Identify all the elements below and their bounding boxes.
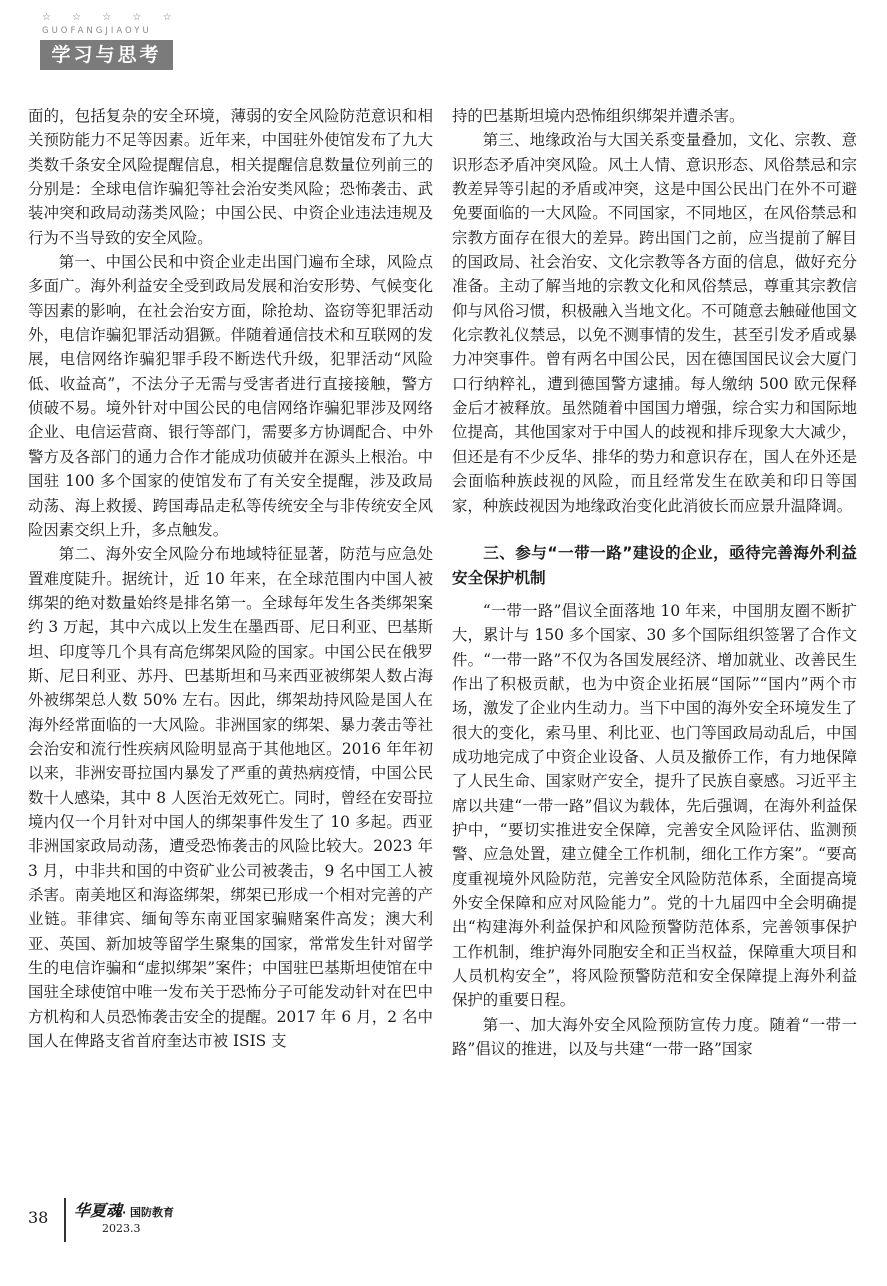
page-footer (28, 1196, 328, 1246)
paragraph: 第一、加大海外安全风险预防宣传力度。随着“一带一路”倡议的推进，以及与共建“一带一路”国家 (452, 1015, 857, 1059)
section-heading: 三、参与“一带一路”建设的企业，亟待完善海外利益安全保护机制 (452, 543, 857, 587)
paragraph: 第二、海外安全风险分布地域特征显著，防范与应急处置难度陡升。据统计，近 10 年来，在全球范围内中国人被绑架的绝对数量始终是排名第一。全球每年发生各类绑架案约 3 万起，其中六成以上发生在墨西哥、尼日利亚、巴基斯坦、印度等几个具有高危绑架风险的国家。中国公民在俄罗斯、尼日利亚、苏丹、巴基斯坦和马来西亚被绑架人数占海外被绑架总人数 50% 左右。因此，绑架劫持风险是国人在海外经常面临的一大风险。非洲国家的绑架、暴力袭击等社会治安和流行性疾病风险明显高于其他地区。2016 年年初以来，非洲安哥拉国内暴发了严重的黄热病疫情，中国公民数十人感染，其中 8 人医治无效死亡。同时，曾经在安哥拉境内仅一个月针对中国人的绑架事件发生了 10 多起。西亚非洲国家政局动荡，遭受恐怖袭击的风险比较大。2023 年 3 月，中非共和国的中资矿业公司被袭击，9 名中国工人被杀害。南美地区和海盗绑架，绑架已形成一个相对完善的产业链。菲律宾、缅甸等东南亚国家骗赌案件高发；澳大利亚、英国、新加坡等留学生聚集的国家，常常发生针对留学生的电信诈骗和“虚拟绑架”案件；中国驻巴基斯坦使馆在中国驻全球使馆中唯一发布关于恐怖分子可能发动针对在巴中方机构和人员恐怖袭击安全的提醒。2017 年 6 月，2 名中国人在俾路支省首府奎达市被 ISIS 支 (28, 545, 433, 1051)
paragraph: “一带一路”倡议全面落地 10 年来，中国朋友圈不断扩大，累计与 150 多个国家、30 多个国际组织签署了合作文件。“一带一路”不仅为各国发展经济、增加就业、改善民生作出了积极贡献，也为中资企业拓展“国际”“国内”两个市场，激发了企业内生动力。当下中国的海外安全环境发生了很大的变化，索马里、利比亚、也门等国政局动乱后，中国成功地完成了中资企业设备、人员及撤侨工作，有力地保障了人民生命、国家财产安全，提升了民族自豪感。习近平主席以共建“一带一路”倡议为载体，先后强调，在海外利益保护中，“要切实推进安全保障，完善安全风险评估、监测预警、应急处置，建立健全工作机制，细化工作方案”。“要高度重视境外风险防范，完善安全风险防范体系，全面提高境外安全保障和应对风险能力”。党的十九届四中全会明确提出“构建海外利益保护和风险预警防范体系，完善领事保护工作机制，维护海外同胞安全和正当权益，保障重大项目和人员机构安全”，将风险预警防范和安全保障提上海外利益保护的重要日程。 (452, 601, 857, 1010)
left-column (28, 104, 433, 1053)
paragraph: 第一、中国公民和中资企业走出国门遍布全球，风险点多面广。海外利益安全受到政局发展和治安形势、气候变化等因素的影响，在社会治安方面，除抢劫、盗窃等犯罪活动外，电信诈骗犯罪活动猖獗。伴随着通信技术和互联网的发展，电信网络诈骗犯罪手段不断迭代升级，犯罪活动“风险低、收益高”，不法分子无需与受害者进行直接接触，警方侦破不易。境外针对中国公民的电信网络诈骗犯罪涉及网络企业、电信运营商、银行等部门，需要多方协调配合、中外警方及各部门的通力合作才能成功侦破并在源头上根治。中国驻 100 多个国家的使馆发布了有关安全提醒，涉及政局动荡、海上救援、跨国毒品走私等传统安全与非传统安全风险因素交织上升，多点触发。 (28, 253, 433, 539)
section-badge: 学习与思考 (40, 40, 173, 70)
decorative-stars: ☆ ☆ ☆ ☆ ☆ (42, 12, 181, 23)
running-header (40, 12, 180, 72)
paragraph: 第三、地缘政治与大国关系变量叠加，文化、宗教、意识形态矛盾冲突风险。风土人情、意识形态、风俗禁忌和宗教差异等引起的矛盾或冲突，这是中国公民出门在外不可避免要面临的一大风险。不同国家，不同地区，在风俗禁忌和宗教方面存在很大的差异。跨出国门之前，应当提前了解目的国政局、社会治安、文化宗教等各方面的信息，做好充分准备。主动了解当地的宗教文化和风俗禁忌，尊重其宗教信仰与风俗习惯，积极融入当地文化。不可随意去触碰他国文化宗教礼仪禁忌，以免不测事情的发生，甚至引发矛盾或暴力冲突事件。曾有两名中国公民，因在德国国民议会大厦门口行纳粹礼，遭到德国警方逮捕。每人缴纳 500 欧元保释金后才被释放。虽然随着中国国力增强，综合实力和国际地位提高，其他国家对于中国人的歧视和排斥现象大大减少，但还是有不少反华、排华的势力和意识存在，国人在外还是会面临种族歧视的风险，而且经常发生在欧美和印日等国家，种族歧视因为地缘政治变化此消彼长而应景升温降调。 (452, 131, 857, 515)
paragraph: 持的巴基斯坦境内恐怖组织绑架并遭杀害。 (452, 107, 745, 125)
magazine-name: 华夏魂 (74, 1201, 123, 1220)
column-pinyin: GUOFANGJIAOYU (42, 26, 152, 36)
issue-number: 2023.3 (102, 1222, 141, 1235)
paragraph: 面的，包括复杂的安全环境，薄弱的安全风险防范意识和相关预防能力不足等因素。近年来，中国驻外使馆发布了九大类数千条安全风险提醒信息，相关提醒信息数量位列前三的分别是：全球电信诈骗犯等社会治安类风险；恐怖袭击、武装冲突和政局动荡类风险；中国公民、中资企业违法违规及行为不当导致的安全风险。 (28, 107, 433, 247)
magazine-subtitle: · 国防教育 (122, 1206, 175, 1219)
footer-divider (64, 1198, 66, 1242)
magazine-logo (74, 1198, 174, 1221)
page-number: 38 (28, 1208, 49, 1227)
right-column (452, 104, 857, 1061)
